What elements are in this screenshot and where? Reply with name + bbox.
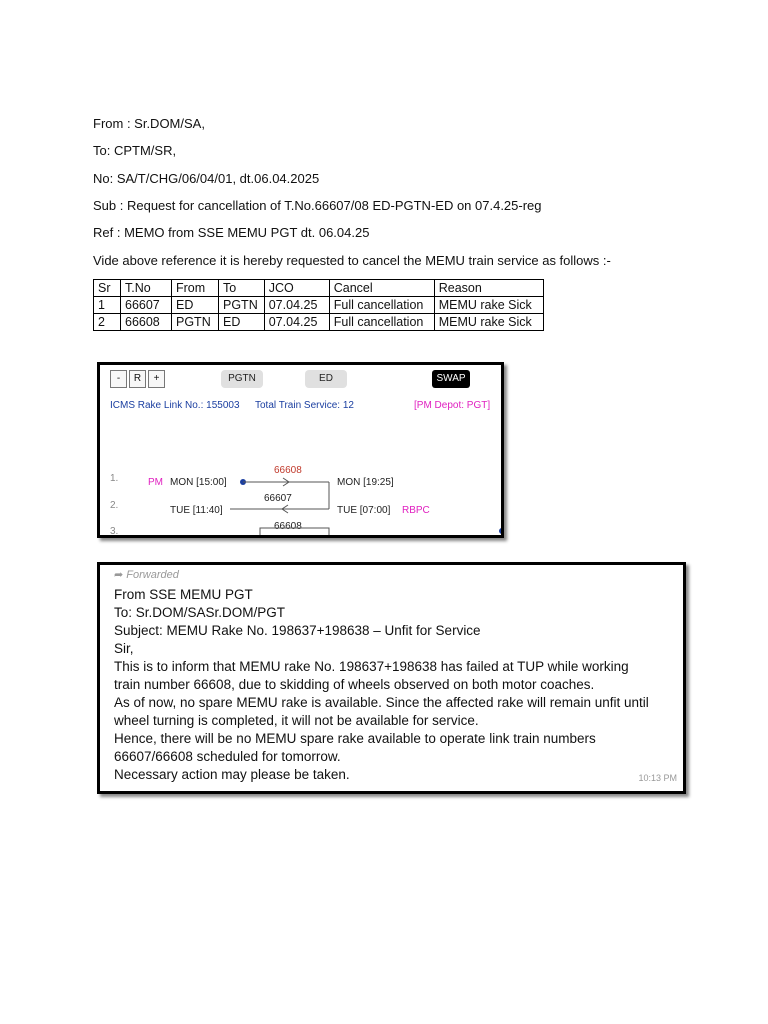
pm-tag: PM [148, 477, 163, 488]
letter-subject: Sub : Request for cancellation of T.No.66607/08 ED-PGTN-ED on 07.4.25-reg [93, 198, 542, 213]
message-line: From SSE MEMU PGT [114, 587, 253, 602]
message-body [114, 586, 674, 784]
row-number: 3. [110, 526, 119, 537]
cell-reason: MEMU rake Sick [434, 314, 543, 331]
cell-train-no: 66607 [121, 297, 172, 314]
header-train-no: T.No [121, 280, 172, 297]
forwarded-message-screenshot [97, 562, 686, 794]
message-line: To: Sr.DOM/SASr.DOM/PGT [114, 605, 286, 620]
from-station-button[interactable]: PGTN [221, 370, 263, 388]
cell-reason: MEMU rake Sick [434, 297, 543, 314]
rbpc-tag: RBPC [402, 505, 430, 516]
tue-start-time: TUE [11:40] [170, 505, 223, 516]
header-reason: Reason [434, 280, 543, 297]
train-66607-label: 66607 [264, 493, 292, 504]
mon-start-time: MON [15:00] [170, 477, 227, 488]
table-row [94, 297, 544, 314]
header-to: To [219, 280, 265, 297]
cell-jco: 07.04.25 [264, 297, 329, 314]
header-cancel: Cancel [329, 280, 434, 297]
message-line: wheel turning is completed, it will not be available for service. [114, 713, 479, 728]
arrow-icon [282, 505, 288, 513]
cell-from: PGTN [172, 314, 219, 331]
arrow-icon [283, 478, 289, 486]
row-number: 1. [110, 473, 119, 484]
message-line: Sir, [114, 641, 134, 656]
swap-button[interactable]: SWAP [432, 370, 470, 388]
forwarded-label [114, 568, 179, 581]
header-sr: Sr [94, 280, 121, 297]
row-number: 2. [110, 500, 119, 511]
rake-link-diagram [100, 365, 501, 535]
message-line: Subject: MEMU Rake No. 198637+198638 – Unfit for Service [114, 623, 481, 638]
cell-from: ED [172, 297, 219, 314]
message-line: As of now, no spare MEMU rake is available. Since the affected rake will remain unfit until [114, 695, 649, 710]
start-node-dot [240, 479, 246, 485]
cancellation-table [93, 279, 544, 331]
letter-from: From : Sr.DOM/SA, [93, 116, 205, 131]
cell-sr: 2 [94, 314, 121, 331]
depot-label: [PM Depot: PGT] [414, 400, 491, 411]
cell-cancel: Full cancellation [329, 297, 434, 314]
to-station-button[interactable]: ED [305, 370, 347, 388]
zoom-in-button[interactable]: + [148, 370, 165, 388]
edge-node-dot [499, 528, 501, 534]
tue-end-time: TUE [07:00] [337, 505, 391, 516]
table-row [94, 314, 544, 331]
message-line: Hence, there will be no MEMU spare rake available to operate link train numbers [114, 731, 596, 746]
message-line: 66607/66608 scheduled for tomorrow. [114, 749, 341, 764]
forwarded-text: Forwarded [126, 569, 179, 581]
header-from: From [172, 280, 219, 297]
rake-link-screenshot [97, 362, 504, 538]
cell-train-no: 66608 [121, 314, 172, 331]
letter-body: Vide above reference it is hereby requested to cancel the MEMU train service as follows :- [93, 253, 611, 268]
train-66608-label: 66608 [274, 465, 302, 476]
cell-to: ED [219, 314, 265, 331]
total-train-service: Total Train Service: 12 [255, 400, 354, 411]
cell-to: PGTN [219, 297, 265, 314]
cell-sr: 1 [94, 297, 121, 314]
header-jco: JCO [264, 280, 329, 297]
zoom-out-button[interactable]: - [110, 370, 127, 388]
table-header-row [94, 280, 544, 297]
message-line: train number 66608, due to skidding of wheels observed on both motor coaches. [114, 677, 595, 692]
message-line: This is to inform that MEMU rake No. 198637+198638 has failed at TUP while working [114, 659, 629, 674]
message-timestamp: 10:13 PM [638, 773, 677, 783]
train-66608-return-label: 66608 [274, 521, 302, 532]
forward-icon: ➦ [114, 569, 124, 581]
reset-button[interactable]: R [129, 370, 146, 388]
letter-to: To: CPTM/SR, [93, 143, 177, 158]
letter-number: No: SA/T/CHG/06/04/01, dt.06.04.2025 [93, 171, 320, 186]
message-line: Necessary action may please be taken. [114, 767, 350, 782]
cell-jco: 07.04.25 [264, 314, 329, 331]
letter-reference: Ref : MEMO from SSE MEMU PGT dt. 06.04.25 [93, 225, 370, 240]
cell-cancel: Full cancellation [329, 314, 434, 331]
mon-end-time: MON [19:25] [337, 477, 394, 488]
rake-link-number: ICMS Rake Link No.: 155003 [110, 400, 240, 411]
